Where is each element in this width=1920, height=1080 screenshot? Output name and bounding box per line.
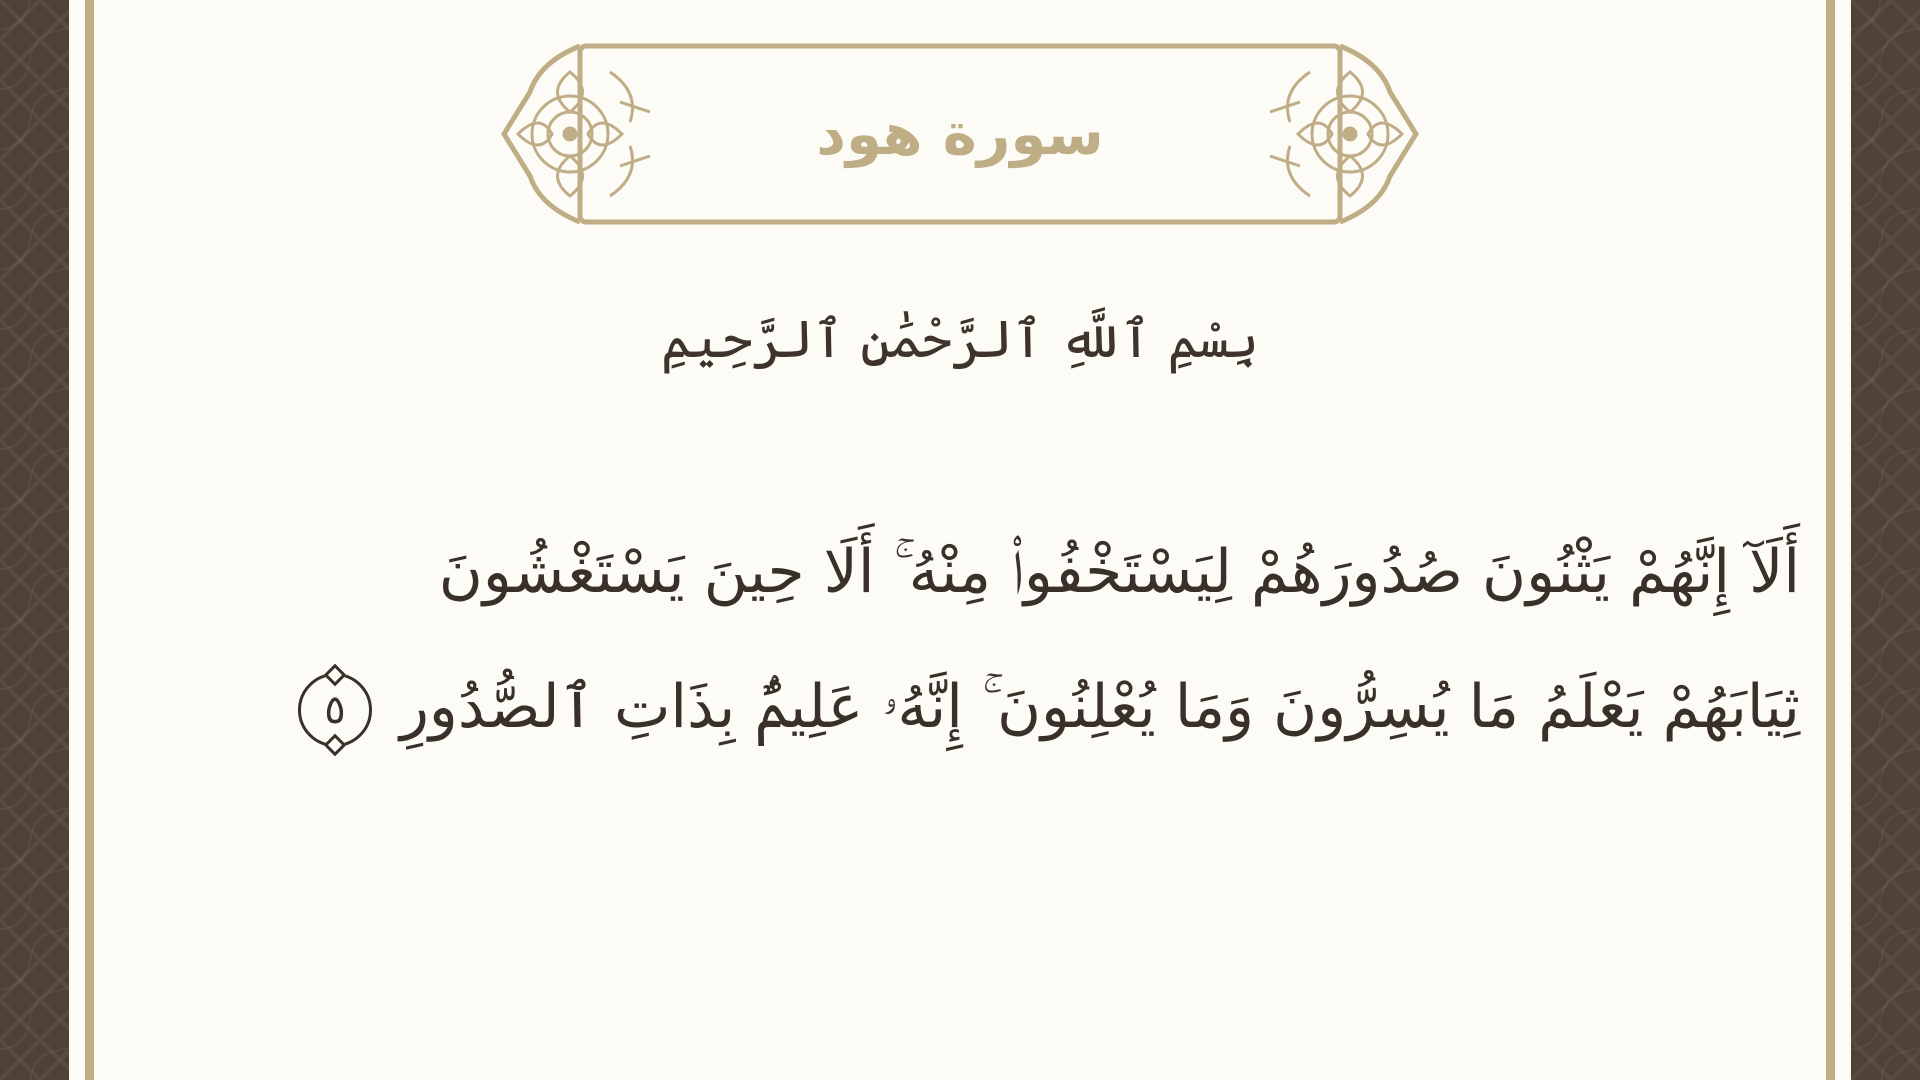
basmala: بِسْمِ ٱللَّهِ ٱلرَّحْمَٰنِ ٱلرَّحِيمِ [660,310,1260,370]
verse-line-2-text: ثِيَابَهُمْ يَعْلَمُ مَا يُسِرُّونَ وَمَا يُعْلِنُونَ ۚ إِنَّهُۥ عَلِيمٌۢ بِذَاتِ ٱلصُّدُورِ [399,672,1800,742]
verse-line-2 [240,640,1800,775]
surah-title: سورة هود [816,100,1104,168]
right-gold-rule [1826,0,1835,1080]
left-ornamental-border [0,0,69,1080]
left-gold-rule [85,0,94,1080]
right-ornamental-border [1851,0,1920,1080]
verse-line-1: أَلَآ إِنَّهُمْ يَثْنُونَ صُدُورَهُمْ لِيَسْتَخْفُوا۟ مِنْهُ ۚ أَلَا حِينَ يَسْتَغْشُونَ [438,537,1800,607]
verse-text [240,505,1800,775]
surah-header-banner [500,42,1420,226]
ayah-number-marker: ٥ [298,673,372,747]
